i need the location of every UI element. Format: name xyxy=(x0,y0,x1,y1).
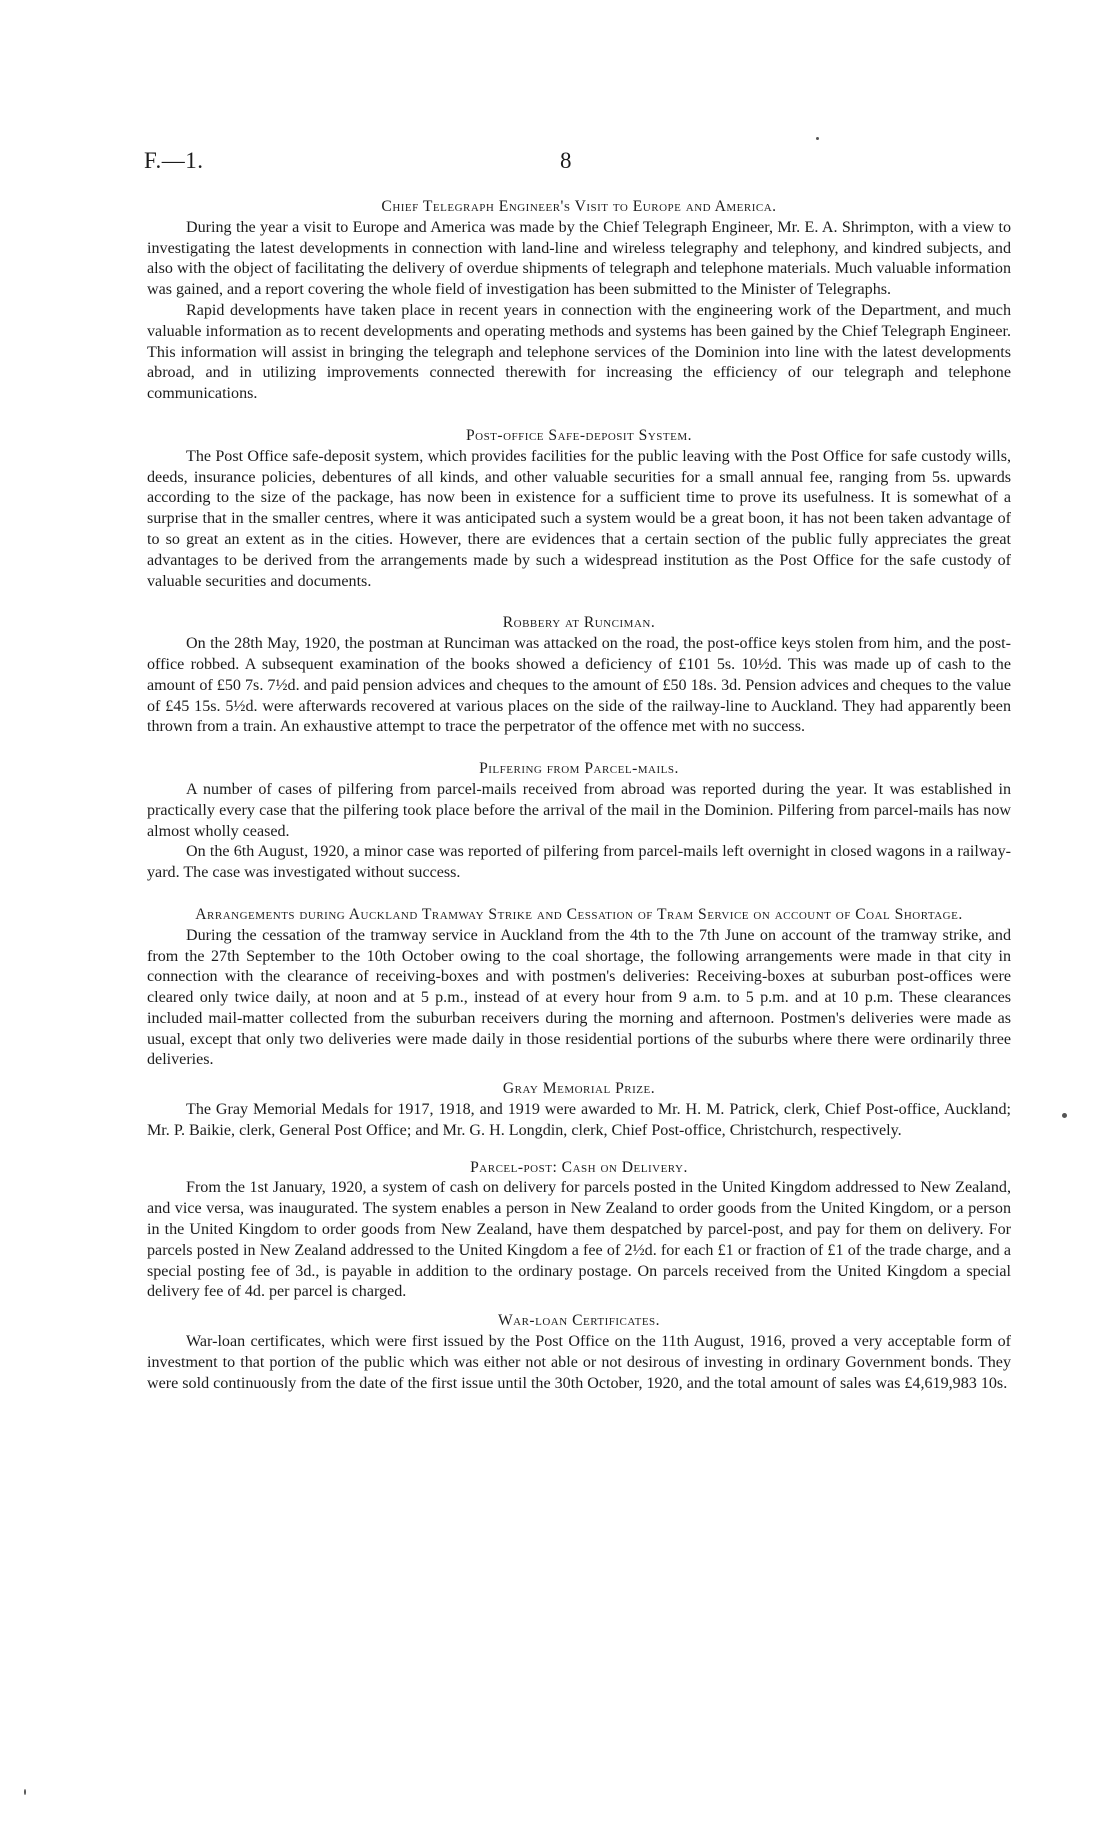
scan-speck xyxy=(1062,1113,1067,1118)
section-heading: Gray Memorial Prize. xyxy=(502,1080,656,1098)
paragraph: From the 1st January, 1920, a system of cash on delivery for parcels posted in the United Kingdom addressed to New Zealand, and vice versa, was inaugurated. The system enables a person in New Zealand to order goods from the United Kingdom, or a person in the United Kingdom to order goods from New Zealand, have them despatched by parcel-post, and pay for them on delivery. For parcels posted in New Zealand addressed to the United Kingdom a fee of 2½d. for each £1 or fraction of £1 of the trade charge, and a special posting fee of 3d., is payable in addition to the ordinary postage. On parcels received from the United Kingdom a special delivery fee of 4d. per parcel is charged. xyxy=(147,1179,1011,1301)
paragraph: Rapid developments have taken place in recent years in connection with the engineering work of the Department, and much valuable information as to recent developments and operating methods and systems has been gained by the Chief Telegraph Engineer. This information will assist in bringing the telegraph and telephone services of the Dominion into line with the latest developments abroad, and in utilizing improvements connected therewith for increasing the efficiency of our telegraph and telephone communications. xyxy=(147,301,1011,403)
section-heading: Pilfering from Parcel-mails. xyxy=(479,760,679,778)
page-number: 8 xyxy=(560,148,572,173)
paragraph: On the 6th August, 1920, a minor case was reported of pilfering from parcel-mails left overnight in closed wagons in a railway-yard. The case was investigated without success. xyxy=(147,843,1011,882)
section-gray-memorial xyxy=(147,1079,1011,1141)
section-heading: Chief Telegraph Engineer's Visit to Europe and America. xyxy=(381,198,777,215)
paragraph: A number of cases of pilfering from parcel-mails received from abroad was reported during the year. It was established in practically every case that the pilfering took place before the arrival of the mail in the Dominion. Pilfering from parcel-mails has now almost wholly ceased. xyxy=(147,780,1011,840)
paragraph: During the year a visit to Europe and America was made by the Chief Telegraph Engineer, Mr. E. A. Shrimpton, with a view to investigating the latest developments in connection with land-line and wireless telegraphy and telephony, and kindred subjects, and also with the object of facilitating the delivery of overdue shipments of telegraph and telephone materials. Much valuable information was gained, and a report covering the whole field of investigation has been submitted to the Minister of Telegraphs. xyxy=(147,218,1011,299)
paragraph: The Post Office safe-deposit system, which provides facilities for the public leaving with the Post Office for safe custody wills, deeds, insurance policies, debentures of all kinds, and other valuable securities for a small annual fee, ranging from 5s. upwards according to the size of the package, has now been in existence for a sufficient time to prove its usefulness. It is somewhat of a surprise that in the smaller centres, where it was anticipated such a system would be a great boon, it has not been taken advantage of to so great an extent as in the cities. However, there are evidences that a certain section of the public fully appreciates the great advantages to be derived from the arrangements made by such a widespread institution as the Post Office for the safe custody of valuable securities and documents. xyxy=(147,447,1011,590)
section-engineer-visit xyxy=(147,197,1011,405)
section-safe-deposit xyxy=(147,426,1011,592)
section-robbery xyxy=(147,613,1011,738)
document-body xyxy=(147,197,1011,1394)
scan-speck xyxy=(816,137,819,140)
paragraph: On the 28th May, 1920, the postman at Runciman was attacked on the road, the post-office keys stolen from him, and the post-office robbed. A subsequent examination of the books showed a deficiency of £101 5s. 10½d. This was made up of cash to the amount of £50 7s. 7½d. and paid pension advices and cheques to the amount of £50 18s. 3d. Pension advices and cheques to the value of £45 15s. 5½d. were afterwards recovered at various places on the side of the railway-line to Auckland. They had apparently been thrown from a train. An exhaustive attempt to trace the perpetrator of the offence met with no success. xyxy=(147,635,1011,736)
section-heading: Post-office Safe-deposit System. xyxy=(465,426,693,444)
section-pilfering xyxy=(147,759,1011,884)
section-heading: Robbery at Runciman. xyxy=(502,614,656,632)
section-war-loan xyxy=(147,1311,1011,1394)
section-tramway-strike xyxy=(147,905,1011,1071)
document-reference: F.—1. xyxy=(144,148,204,173)
section-heading: War-loan Certificates. xyxy=(497,1312,661,1330)
section-heading: Arrangements during Auckland Tramway Strike and Cessation of Tram Service on account of Coal Shortage. xyxy=(195,905,963,923)
scan-speck xyxy=(24,1789,26,1795)
section-cash-on-delivery xyxy=(147,1158,1011,1304)
paragraph: War-loan certificates, which were first issued by the Post Office on the 11th August, 1916, proved a very acceptable form of investment to that portion of the public which was either not able or not desirous of investing in ordinary Government bonds. They were sold continuously from the date of the first issue until the 30th October, 1920, and the total amount of sales was £4,619,983 10s. xyxy=(147,1333,1011,1392)
section-heading: Parcel-post: Cash on Delivery. xyxy=(470,1158,688,1176)
paragraph: The Gray Memorial Medals for 1917, 1918, and 1919 were awarded to Mr. H. M. Patrick, clerk, Chief Post-office, Auckland; Mr. P. Baikie, clerk, General Post Office; and Mr. G. H. Longdin, clerk, Chief Post-office, Christchurch, respectively. xyxy=(147,1101,1011,1139)
paragraph: During the cessation of the tramway service in Auckland from the 4th to the 7th June on account of the tramway strike, and from the 27th September to the 10th October owing to the coal shortage, the following arrangements were made in that city in connection with the clearance of receiving-boxes and with postmen's deliveries: Receiving-boxes at suburban post-offices were cleared only twice daily, at noon and at 5 p.m., instead of at every hour from 9 a.m. to 5 p.m. and at 10 p.m. These clearances included mail-matter collected from the suburban receivers during the morning and afternoon. Postmen's deliveries were made as usual, except that only two deliveries were made daily in those residential portions of the suburbs where there were ordinarily three deliveries. xyxy=(147,926,1011,1069)
